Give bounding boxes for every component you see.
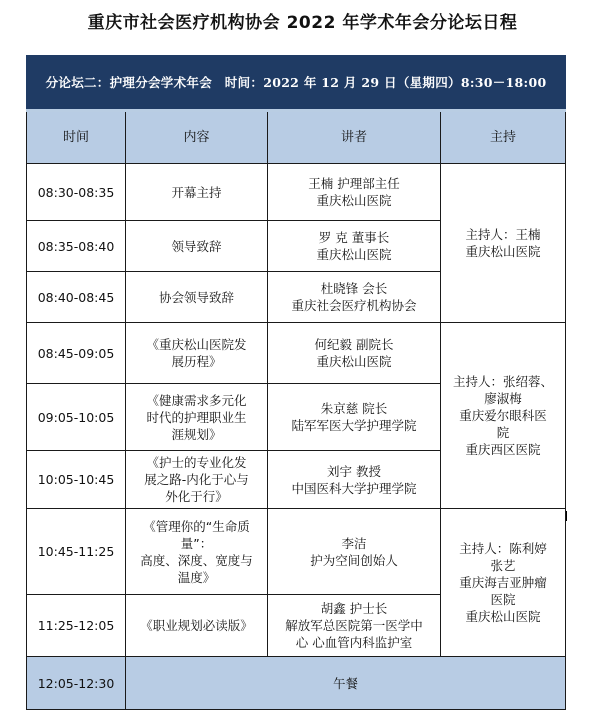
header-content: 内容 xyxy=(126,111,268,164)
time-cell: 10:45-11:25 xyxy=(27,509,126,595)
table-row xyxy=(27,509,566,595)
page-title: 重庆市社会医疗机构协会 2022 年学术年会分论坛日程 xyxy=(87,13,518,33)
forum-banner-row xyxy=(27,56,566,111)
table-row xyxy=(27,164,566,221)
host-cell: 主持人：王楠 重庆松山医院 xyxy=(441,164,566,323)
speaker-cell: 王楠 护理部主任 重庆松山医院 xyxy=(268,164,441,221)
time-cell: 08:45-09:05 xyxy=(27,323,126,384)
speaker-cell: 何纪毅 副院长 重庆松山医院 xyxy=(268,323,441,384)
forum-banner: 分论坛二：护理分会学术年会 时间：2022 年 12 月 29 日（星期四）8:30－18:00 xyxy=(27,56,566,111)
lunch-row xyxy=(27,657,566,710)
time-cell: 11:25-12:05 xyxy=(27,595,126,657)
content-cell: 《护士的专业化发 展之路-内化于心与 外化于行》 xyxy=(126,451,268,509)
lunch-label-cell: 午餐 xyxy=(126,657,566,710)
content-cell: 领导致辞 xyxy=(126,221,268,272)
host-cell: 主持人：张绍蓉、 廖淑梅 重庆爱尔眼科医 院 重庆西区医院 xyxy=(441,323,566,509)
speaker-cell: 刘宇 教授 中国医科大学护理学院 xyxy=(268,451,441,509)
text-cursor xyxy=(566,511,567,521)
header-host: 主持 xyxy=(441,111,566,164)
speaker-cell: 杜晓锋 会长 重庆社会医疗机构协会 xyxy=(268,272,441,323)
content-cell: 《重庆松山医院发 展历程》 xyxy=(126,323,268,384)
header-time: 时间 xyxy=(27,111,126,164)
schedule-table xyxy=(26,55,566,710)
header-row xyxy=(27,111,566,164)
time-cell: 08:30-08:35 xyxy=(27,164,126,221)
time-cell: 10:05-10:45 xyxy=(27,451,126,509)
content-cell: 协会领导致辞 xyxy=(126,272,268,323)
time-cell: 09:05-10:05 xyxy=(27,384,126,451)
header-speaker: 讲者 xyxy=(268,111,441,164)
content-cell: 《管理你的“生命质 量”： 高度、深度、宽度与 温度》 xyxy=(126,509,268,595)
speaker-cell: 李洁 护为空间创始人 xyxy=(268,509,441,595)
time-cell: 08:35-08:40 xyxy=(27,221,126,272)
lunch-time-cell: 12:05-12:30 xyxy=(27,657,126,710)
time-cell: 08:40-08:45 xyxy=(27,272,126,323)
table-row xyxy=(27,323,566,384)
content-cell: 《职业规划必读版》 xyxy=(126,595,268,657)
speaker-cell: 胡鑫 护士长 解放军总医院第一医学中 心 心血管内科监护室 xyxy=(268,595,441,657)
speaker-cell: 朱京慈 院长 陆军军医大学护理学院 xyxy=(268,384,441,451)
speaker-cell: 罗 克 董事长 重庆松山医院 xyxy=(268,221,441,272)
content-cell: 开幕主持 xyxy=(126,164,268,221)
host-cell: 主持人：陈利婷 张艺 重庆海吉亚肿瘤 医院 重庆松山医院 xyxy=(441,509,566,657)
content-cell: 《健康需求多元化 时代的护理职业生 涯规划》 xyxy=(126,384,268,451)
